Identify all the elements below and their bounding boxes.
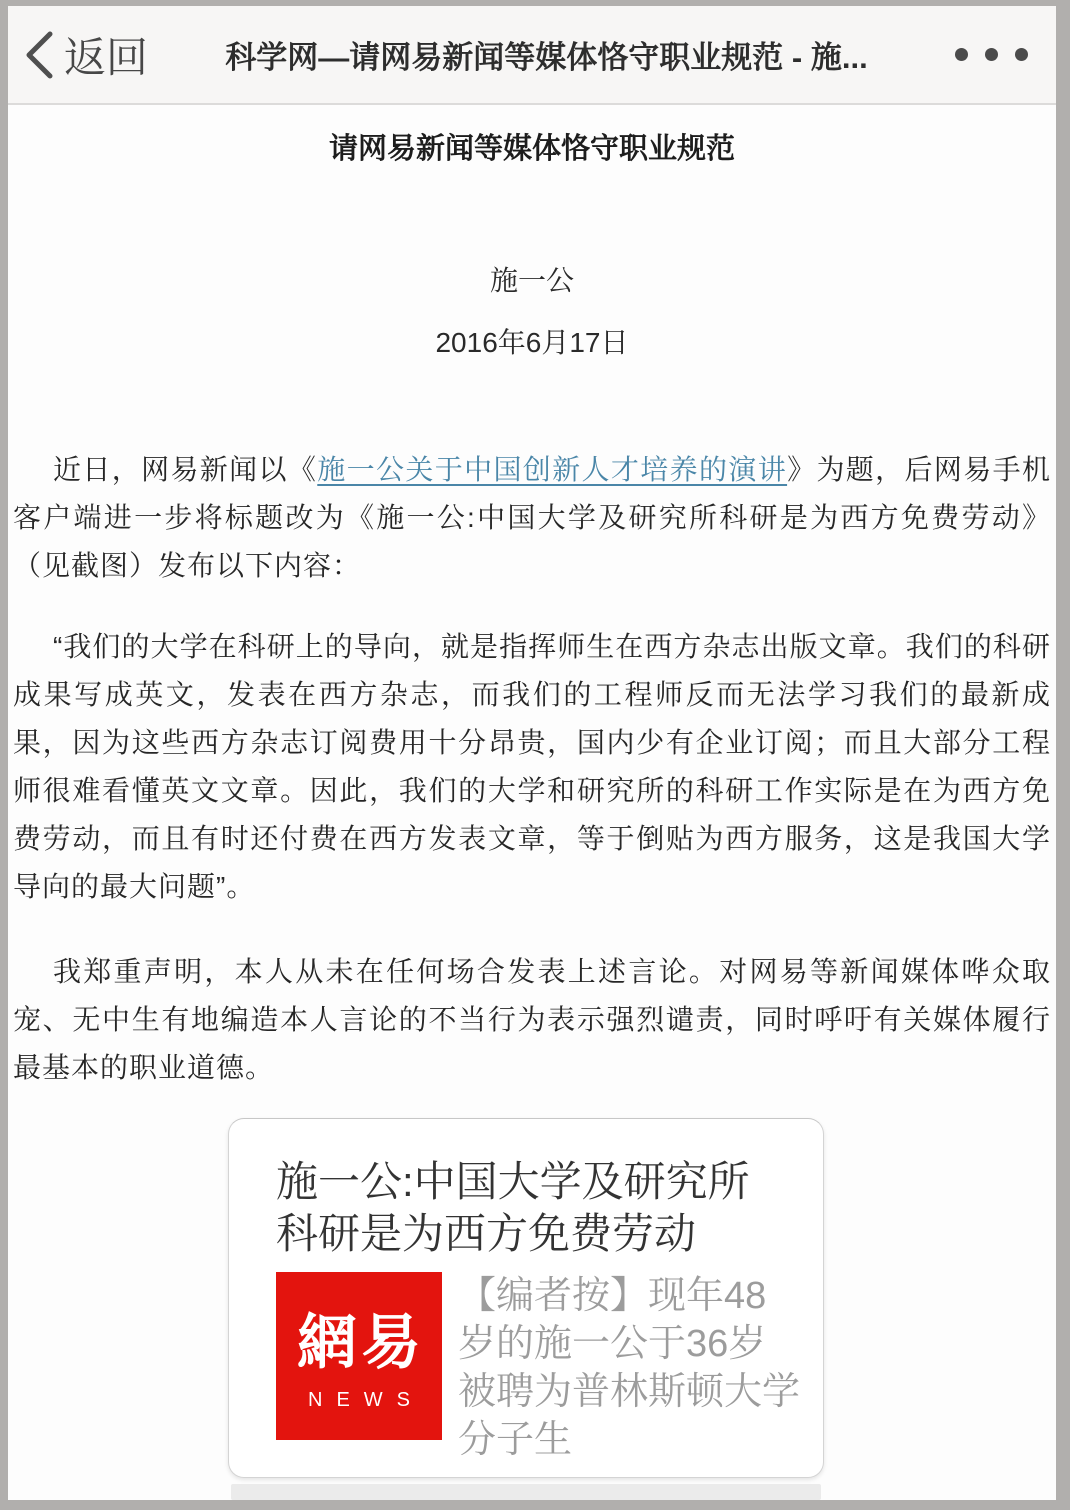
excerpt-line: 被聘为普林斯顿大学 — [458, 1371, 801, 1413]
article-date: 2016年6月17日 — [435, 327, 629, 358]
screenshot-headline — [276, 1156, 793, 1260]
netease-logo-chinese: 網易 — [297, 1309, 425, 1376]
back-label: 返回 — [64, 33, 149, 81]
netease-screenshot-image[interactable] — [228, 1118, 824, 1478]
excerpt-line: 【编者按】现年48 — [458, 1275, 767, 1317]
ellipsis-dot-icon — [1015, 48, 1028, 61]
article-title: 请网易新闻等媒体恪守职业规范 — [328, 133, 735, 165]
screenshot-shadow-strip — [231, 1484, 821, 1500]
more-options-button[interactable] — [945, 28, 1056, 81]
speech-title-link[interactable]: 施一公关于中国创新人才培养的演讲 — [317, 454, 788, 485]
excerpt-line: 分子生 — [458, 1419, 573, 1461]
ellipsis-dot-icon — [985, 48, 998, 61]
netease-logo-news: NEWS — [308, 1389, 424, 1411]
screenshot-excerpt — [458, 1272, 800, 1464]
screenshot-headline-line2: 科研是为西方免费劳动 — [276, 1210, 697, 1257]
intro-text-pre: 近日，网易新闻以《 — [53, 454, 318, 485]
paragraph-statement: 我郑重声明，本人从未在任何场合发表上述言论。对网易等新闻媒体哗众取宠、无中生有地编造本人言论的不当行为表示强烈谴责，同时呼吁有关媒体履行最基本的职业道德。 — [13, 956, 1051, 1083]
ellipsis-dot-icon — [955, 48, 968, 61]
browser-page — [8, 6, 1056, 1500]
article-content — [8, 130, 1056, 1500]
paragraph-quoted-claim: “我们的大学在科研上的导向，就是指挥师生在西方杂志出版文章。我们的科研成果写成英文，发表在西方杂志，而我们的工程师反而无法学习我们的最新成果，因为这些西方杂志订阅费用十分昂贵，国内少有企业订阅；而且大部分工程师很难看懂英文文章。因此，我们的大学和研究所的科研工作实际是在为西方免费劳动，而且有时还付费在西方发表文章，等于倒贴为西方服务，这是我国大学导向的最大问题”。 — [13, 631, 1051, 902]
nav-bar — [8, 6, 1056, 105]
intro-text-post: 》为题，后网易手机客户端进一步将标题改为《施一公:中国大学及研究所科研是为西方免费劳动》（见截图）发布以下内容： — [13, 454, 1051, 581]
screenshot-body-row — [276, 1272, 801, 1464]
excerpt-line: 岁的施一公于36岁 — [458, 1323, 767, 1365]
back-chevron-icon — [24, 31, 54, 79]
paragraph-intro — [13, 446, 1051, 590]
nav-title: 科学网—请网易新闻等媒体恪守职业规范 - 施... — [225, 40, 868, 75]
article-author: 施一公 — [489, 265, 574, 296]
back-button[interactable] — [8, 25, 148, 85]
screenshot-headline-line1: 施一公:中国大学及研究所 — [276, 1158, 750, 1205]
netease-news-logo — [276, 1272, 442, 1440]
